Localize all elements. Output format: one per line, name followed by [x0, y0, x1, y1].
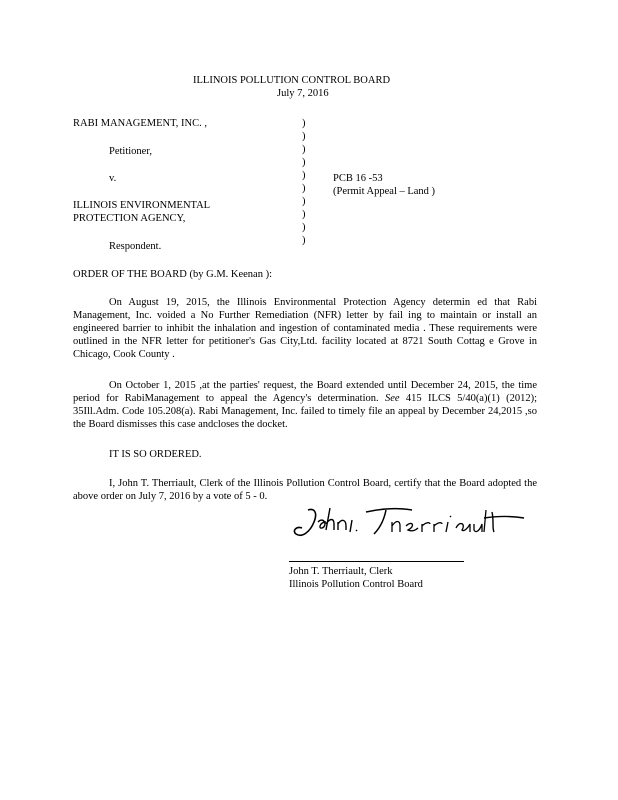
signature-line — [289, 561, 464, 562]
paragraph-2-text-a: On October 1, 2015 ,at the parties' request, the Board extended until December 24, 2015, the time period for RabiManagement to appeal the Agency's determination. — [73, 380, 537, 404]
case-number: PCB 16 -53 — [333, 173, 383, 184]
order-date: July 7, 2016 — [277, 88, 329, 99]
respondent-name-line1: ILLINOIS ENVIRONMENTAL — [73, 200, 211, 211]
certification: I, John T. Therriault, Clerk of the Illinois Pollution Control Board, certify that the Board adopted the above order on July 7, 2016 by a vote of 5 - 0. — [73, 478, 537, 502]
paragraph-2 — [73, 379, 537, 431]
petitioner-role: Petitioner, — [109, 146, 153, 157]
paren: ) — [302, 118, 306, 129]
caption-parentheses — [302, 117, 306, 247]
versus: v. — [109, 173, 117, 184]
so-ordered: IT IS SO ORDERED. — [109, 449, 202, 460]
paren: ) — [302, 170, 306, 181]
paren: ) — [302, 157, 306, 168]
agency-title: ILLINOIS POLLUTION CONTROL BOARD — [193, 75, 391, 86]
respondent-name-line2: PROTECTION AGENCY, — [73, 213, 186, 224]
clerk-name: John T. Therriault, Clerk — [289, 566, 393, 577]
paren: ) — [302, 222, 306, 233]
order-heading: ORDER OF THE BOARD (by G.M. Keenan ): — [73, 269, 273, 280]
clerk-office: Illinois Pollution Control Board — [289, 579, 423, 590]
paragraph-2-see: See — [384, 393, 400, 404]
paren: ) — [302, 144, 306, 155]
paragraph-2-text-b: 415 ILCS 5/40(a)(1) (2012); 35Ill.Adm. Code 105.208(a). Rabi Management, Inc. failed to timely file an appeal by December 24,2015 ,so the Board dismisses this case andcloses the docket. — [73, 393, 537, 430]
paren: ) — [302, 235, 306, 246]
petitioner-name: RABI MANAGEMENT, INC. , — [73, 118, 207, 129]
paren: ) — [302, 209, 306, 220]
paragraph-1: On August 19, 2015, the Illinois Environmental Protection Agency determin ed that Rabi Management, Inc. voided a No Further Remediation (NFR) letter by fail ing to maintain or install an engineered barrier to inhibit the inhalation and ingestion of contaminated media . These requirements were outlined in the NFR letter for petitioner's Gas City,Ltd. facility located at 8721 South Cottag e Grove in Chicago, Cook County . — [73, 297, 537, 360]
respondent-role: Respondent. — [109, 241, 162, 252]
paren: ) — [302, 131, 306, 142]
paren: ) — [302, 183, 306, 194]
signature-image — [288, 502, 528, 544]
case-type: (Permit Appeal – Land ) — [333, 186, 436, 197]
paren: ) — [302, 196, 306, 207]
